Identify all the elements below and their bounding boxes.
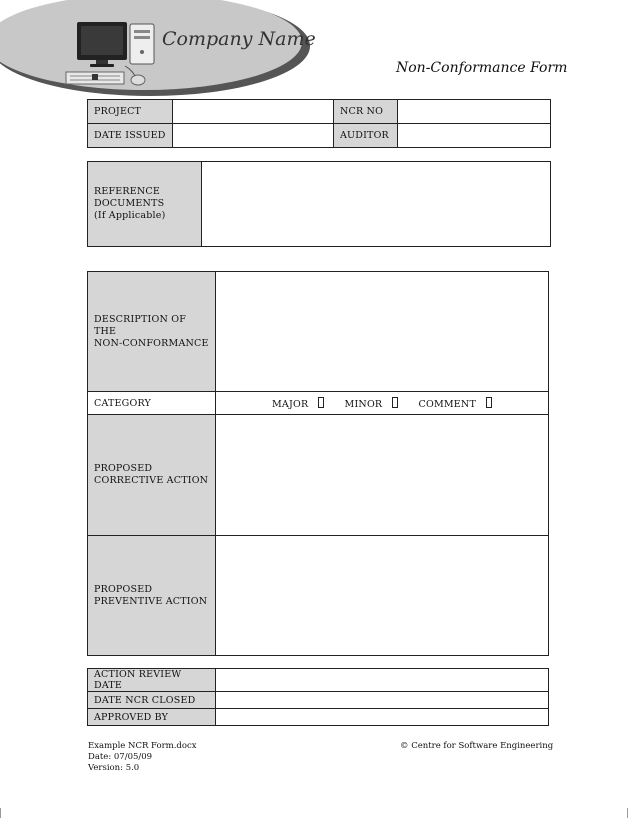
description-label <box>88 272 216 392</box>
date-issued-label: DATE ISSUED <box>88 124 173 148</box>
approved-by-label: APPROVED BY <box>88 709 216 726</box>
comment-checkbox[interactable] <box>486 397 492 408</box>
footer-filename: Example NCR Form.docx <box>88 741 197 751</box>
project-info-table <box>87 99 551 148</box>
corrective-action-field[interactable] <box>216 415 549 536</box>
reference-label-line3: (If Applicable) <box>94 210 166 221</box>
corrective-label-line1: PROPOSED <box>94 463 153 474</box>
project-label: PROJECT <box>88 100 173 124</box>
company-logo <box>0 0 320 100</box>
date-ncr-closed-label: DATE NCR CLOSED <box>88 692 216 709</box>
minor-checkbox[interactable] <box>392 397 398 408</box>
footer-version: Version: 5.0 <box>88 763 140 773</box>
preventive-action-label <box>88 536 216 656</box>
description-field[interactable] <box>216 272 549 392</box>
preventive-label-line2: PREVENTIVE ACTION <box>94 595 208 607</box>
computer-icon <box>66 22 154 85</box>
auditor-field[interactable] <box>398 124 551 148</box>
category-label: CATEGORY <box>88 392 216 415</box>
page-corner-mark-left <box>0 808 1 818</box>
description-label-line2: NON-CONFORMANCE <box>94 337 209 349</box>
company-name: Company Name <box>162 28 316 50</box>
approved-by-field[interactable] <box>216 709 549 726</box>
page-corner-mark-right <box>627 808 628 818</box>
ncr-no-label: NCR NO <box>334 100 398 124</box>
corrective-label-line2: CORRECTIVE ACTION <box>94 475 209 486</box>
category-minor[interactable] <box>345 397 399 410</box>
nonconformance-table <box>87 271 549 656</box>
action-review-date-label: ACTION REVIEW DATE <box>88 669 216 692</box>
category-comment-label: COMMENT <box>418 398 476 410</box>
category-minor-label: MINOR <box>344 398 383 410</box>
date-ncr-closed-field[interactable] <box>216 692 549 709</box>
major-checkbox[interactable] <box>318 397 324 408</box>
corrective-action-label <box>88 415 216 536</box>
reference-table <box>87 161 551 247</box>
auditor-label: AUDITOR <box>334 124 398 148</box>
footer-info <box>88 741 197 774</box>
reference-label <box>88 162 202 247</box>
preventive-label-line1: PROPOSED <box>94 583 153 595</box>
project-field[interactable] <box>173 100 334 124</box>
ncr-no-field[interactable] <box>398 100 551 124</box>
footer-copyright: © Centre for Software Engineering <box>400 741 554 751</box>
form-title: Non-Conformance Form <box>396 60 568 76</box>
category-major-label: MAJOR <box>272 398 309 410</box>
reference-label-line1: REFERENCE <box>94 186 161 197</box>
footer-date: Date: 07/05/09 <box>88 752 153 762</box>
reference-field[interactable] <box>202 162 551 247</box>
action-review-date-field[interactable] <box>216 669 549 692</box>
preventive-action-field[interactable] <box>216 536 549 656</box>
review-table <box>87 668 549 726</box>
category-comment[interactable] <box>418 397 492 410</box>
category-major[interactable] <box>272 397 324 410</box>
category-options <box>216 392 549 415</box>
date-issued-field[interactable] <box>173 124 334 148</box>
reference-label-line2: DOCUMENTS <box>94 198 165 209</box>
description-label-line1: DESCRIPTION OF THE <box>94 313 187 337</box>
